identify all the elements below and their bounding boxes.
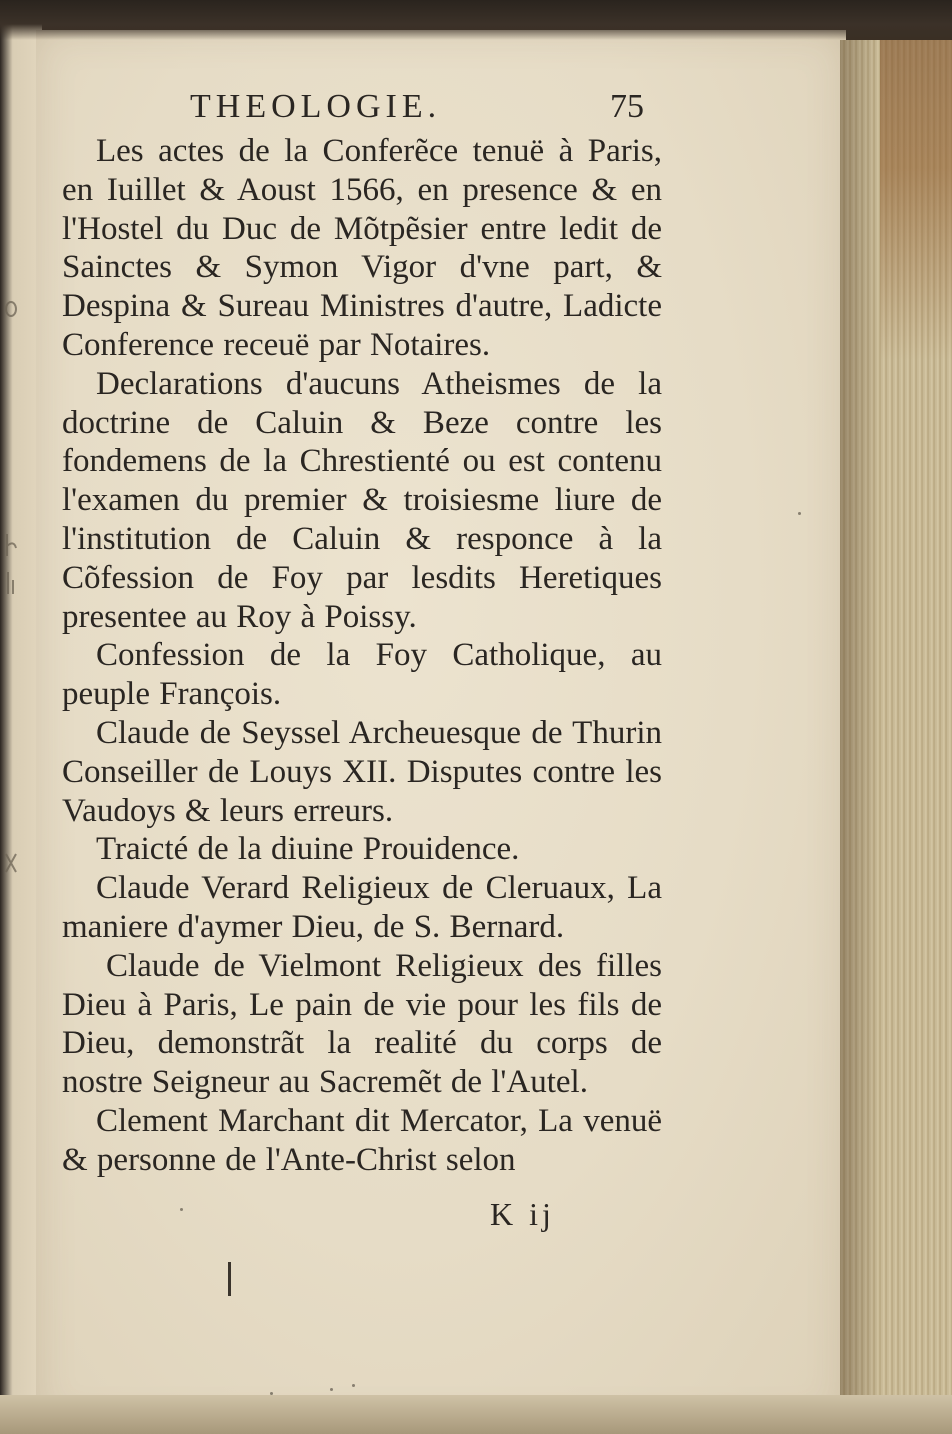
catalogue-entry: Confession de la Foy Catholique, au peuple François.: [62, 637, 662, 713]
running-title: THEOLOGIE.: [190, 88, 442, 125]
ink-speck: [180, 1208, 183, 1211]
catalogue-entry: Claude de Vielmont Religieux des filles Dieu à Paris, Le pain de vie pour les fils de Dieu, demonstrãt la realité du corps de nostre Seigneur au Sacremẽt de l'Autel.: [62, 947, 662, 1101]
catalogue-entry: Declarations d'aucuns Atheismes de la doctrine de Caluin & Beze contre les fondemens de la Chrestienté ou est contenu l'examen du premier & troisiesme liure de l'institution de Caluin & responce à la Cõfession de Foy par lesdits Heretiques presentee au Roy à Poissy.: [62, 365, 662, 635]
ink-speck: [352, 1384, 355, 1387]
catalogue-entry: Les actes de la Conferẽce tenuë à Paris, en Iuillet & Aoust 1566, en presence & en l'Hostel du Duc de Mõtpẽsier entre ledit de Sainctes & Symon Vigor d'vne part, & Despina & Sureau Ministres d'autre, Ladicte Conference receuë par Notaires.: [62, 133, 662, 363]
signature-mark: K ij: [490, 1196, 555, 1232]
gutter-bleed-mark: [4, 298, 34, 325]
cover-top-edge: [0, 0, 952, 40]
page-number: 75: [610, 88, 644, 125]
fore-edge-shadow: [840, 40, 880, 1434]
catalogue-entry: Traicté de la diuine Prouidence.: [96, 831, 520, 868]
ink-speck: [798, 512, 801, 515]
gutter-bleed-mark: [4, 570, 34, 601]
catalogue-entry: Claude Verard Religieux de Cleruaux, La maniere d'aymer Dieu, de S. Bernard.: [62, 870, 662, 945]
gutter-bleed-mark: [4, 532, 34, 563]
page-text: [62, 88, 662, 1180]
running-head: [62, 88, 662, 130]
printer-rule-mark: [228, 1262, 231, 1296]
gutter-bleed-mark: [4, 850, 34, 881]
page-bottom-edge: [0, 1395, 952, 1434]
binding-leather: [880, 40, 952, 360]
catalogue-entry: Clement Marchant dit Mercator, La venuë & personne de l'Ante-Christ selon: [62, 1102, 662, 1178]
catalogue-entry: Claude de Seyssel Archeuesque de Thurin Conseiller de Louys XII. Disputes contre les Vaudoys & leurs erreurs.: [62, 714, 662, 829]
ink-speck: [330, 1388, 333, 1391]
ink-speck: [270, 1392, 273, 1395]
